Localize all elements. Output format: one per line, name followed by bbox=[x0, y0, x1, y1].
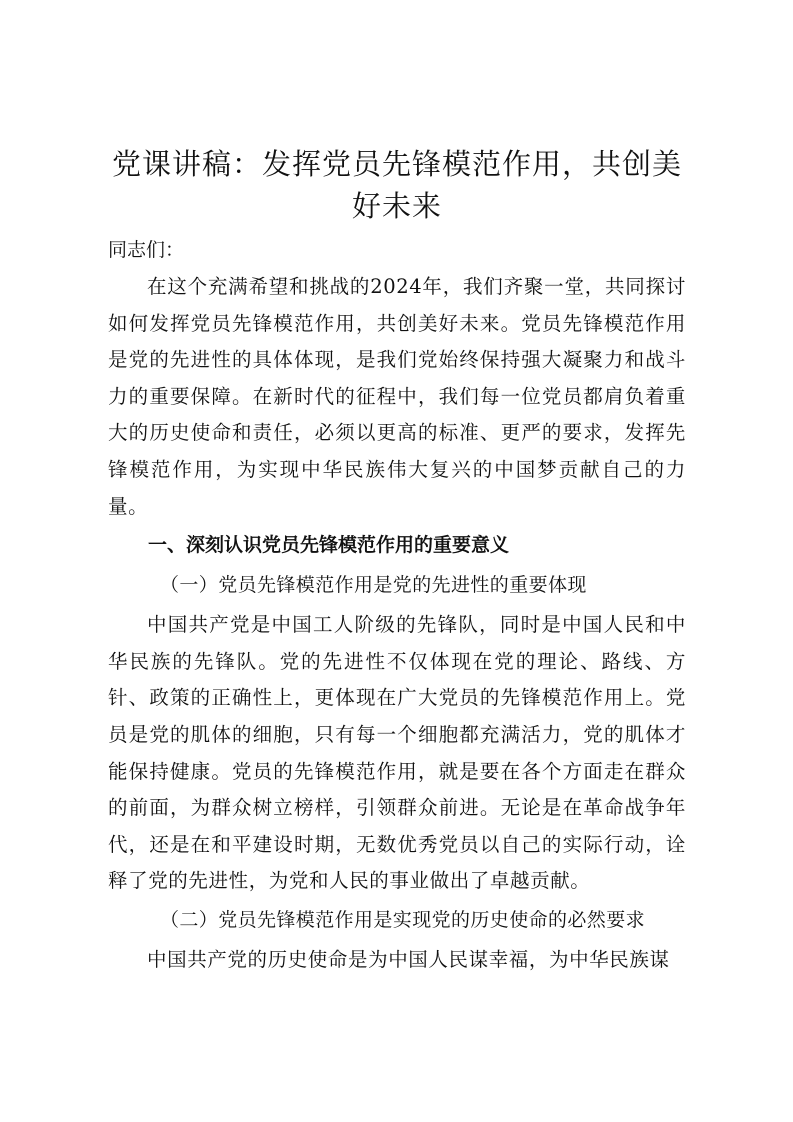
subsection-2-paragraph: 中国共产党的历史使命是为中国人民谋幸福，为中华民族谋 bbox=[147, 947, 670, 971]
intro-paragraph: 在这个充满希望和挑战的2024年，我们齐聚一堂，共同探讨如何发挥党员先锋模范作用，共创美好未来。党员先锋模范作用是党的先进性的具体体现，是我们党始终保持强大凝聚力和战斗力的重要保障。在新时代的征程中，我们每一位党员都肩负着重大的历史使命和责任，必须以更高的标准、更严的要求，发挥先锋模范作用，为实现中华民族伟大复兴的中国梦贡献自己的力量。 bbox=[108, 275, 686, 518]
subsection-heading-2: （二）党员先锋模范作用是实现党的历史使命的必然要求 bbox=[160, 908, 646, 931]
document-page bbox=[108, 143, 686, 979]
section-heading-1: 一、深刻认识党员先锋模范作用的重要意义 bbox=[148, 534, 510, 557]
subsection-heading-1: （一）党员先锋模范作用是党的先进性的重要体现 bbox=[160, 574, 587, 597]
subsection-1-paragraph: 中国共产党是中国工人阶级的先锋队，同时是中国人民和中华民族的先锋队。党的先进性不仅体现在党的理论、路线、方针、政策的正确性上，更体现在广大党员的先锋模范作用上。党员是党的肌体的细胞，只有每一个细胞都充满活力，党的肌体才能保持健康。党员的先锋模范作用，就是要在各个方面走在群众的前面，为群众树立榜样，引领群众前进。无论是在革命战争年代，还是在和平建设时期，无数优秀党员以自己的实际行动，诠释了党的先进性，为党和人民的事业做出了卓越贡献。 bbox=[108, 613, 686, 893]
salutation: 同志们： bbox=[108, 239, 185, 261]
document-title: 党课讲稿：发挥党员先锋模范作用，共创美好未来 bbox=[111, 147, 682, 223]
